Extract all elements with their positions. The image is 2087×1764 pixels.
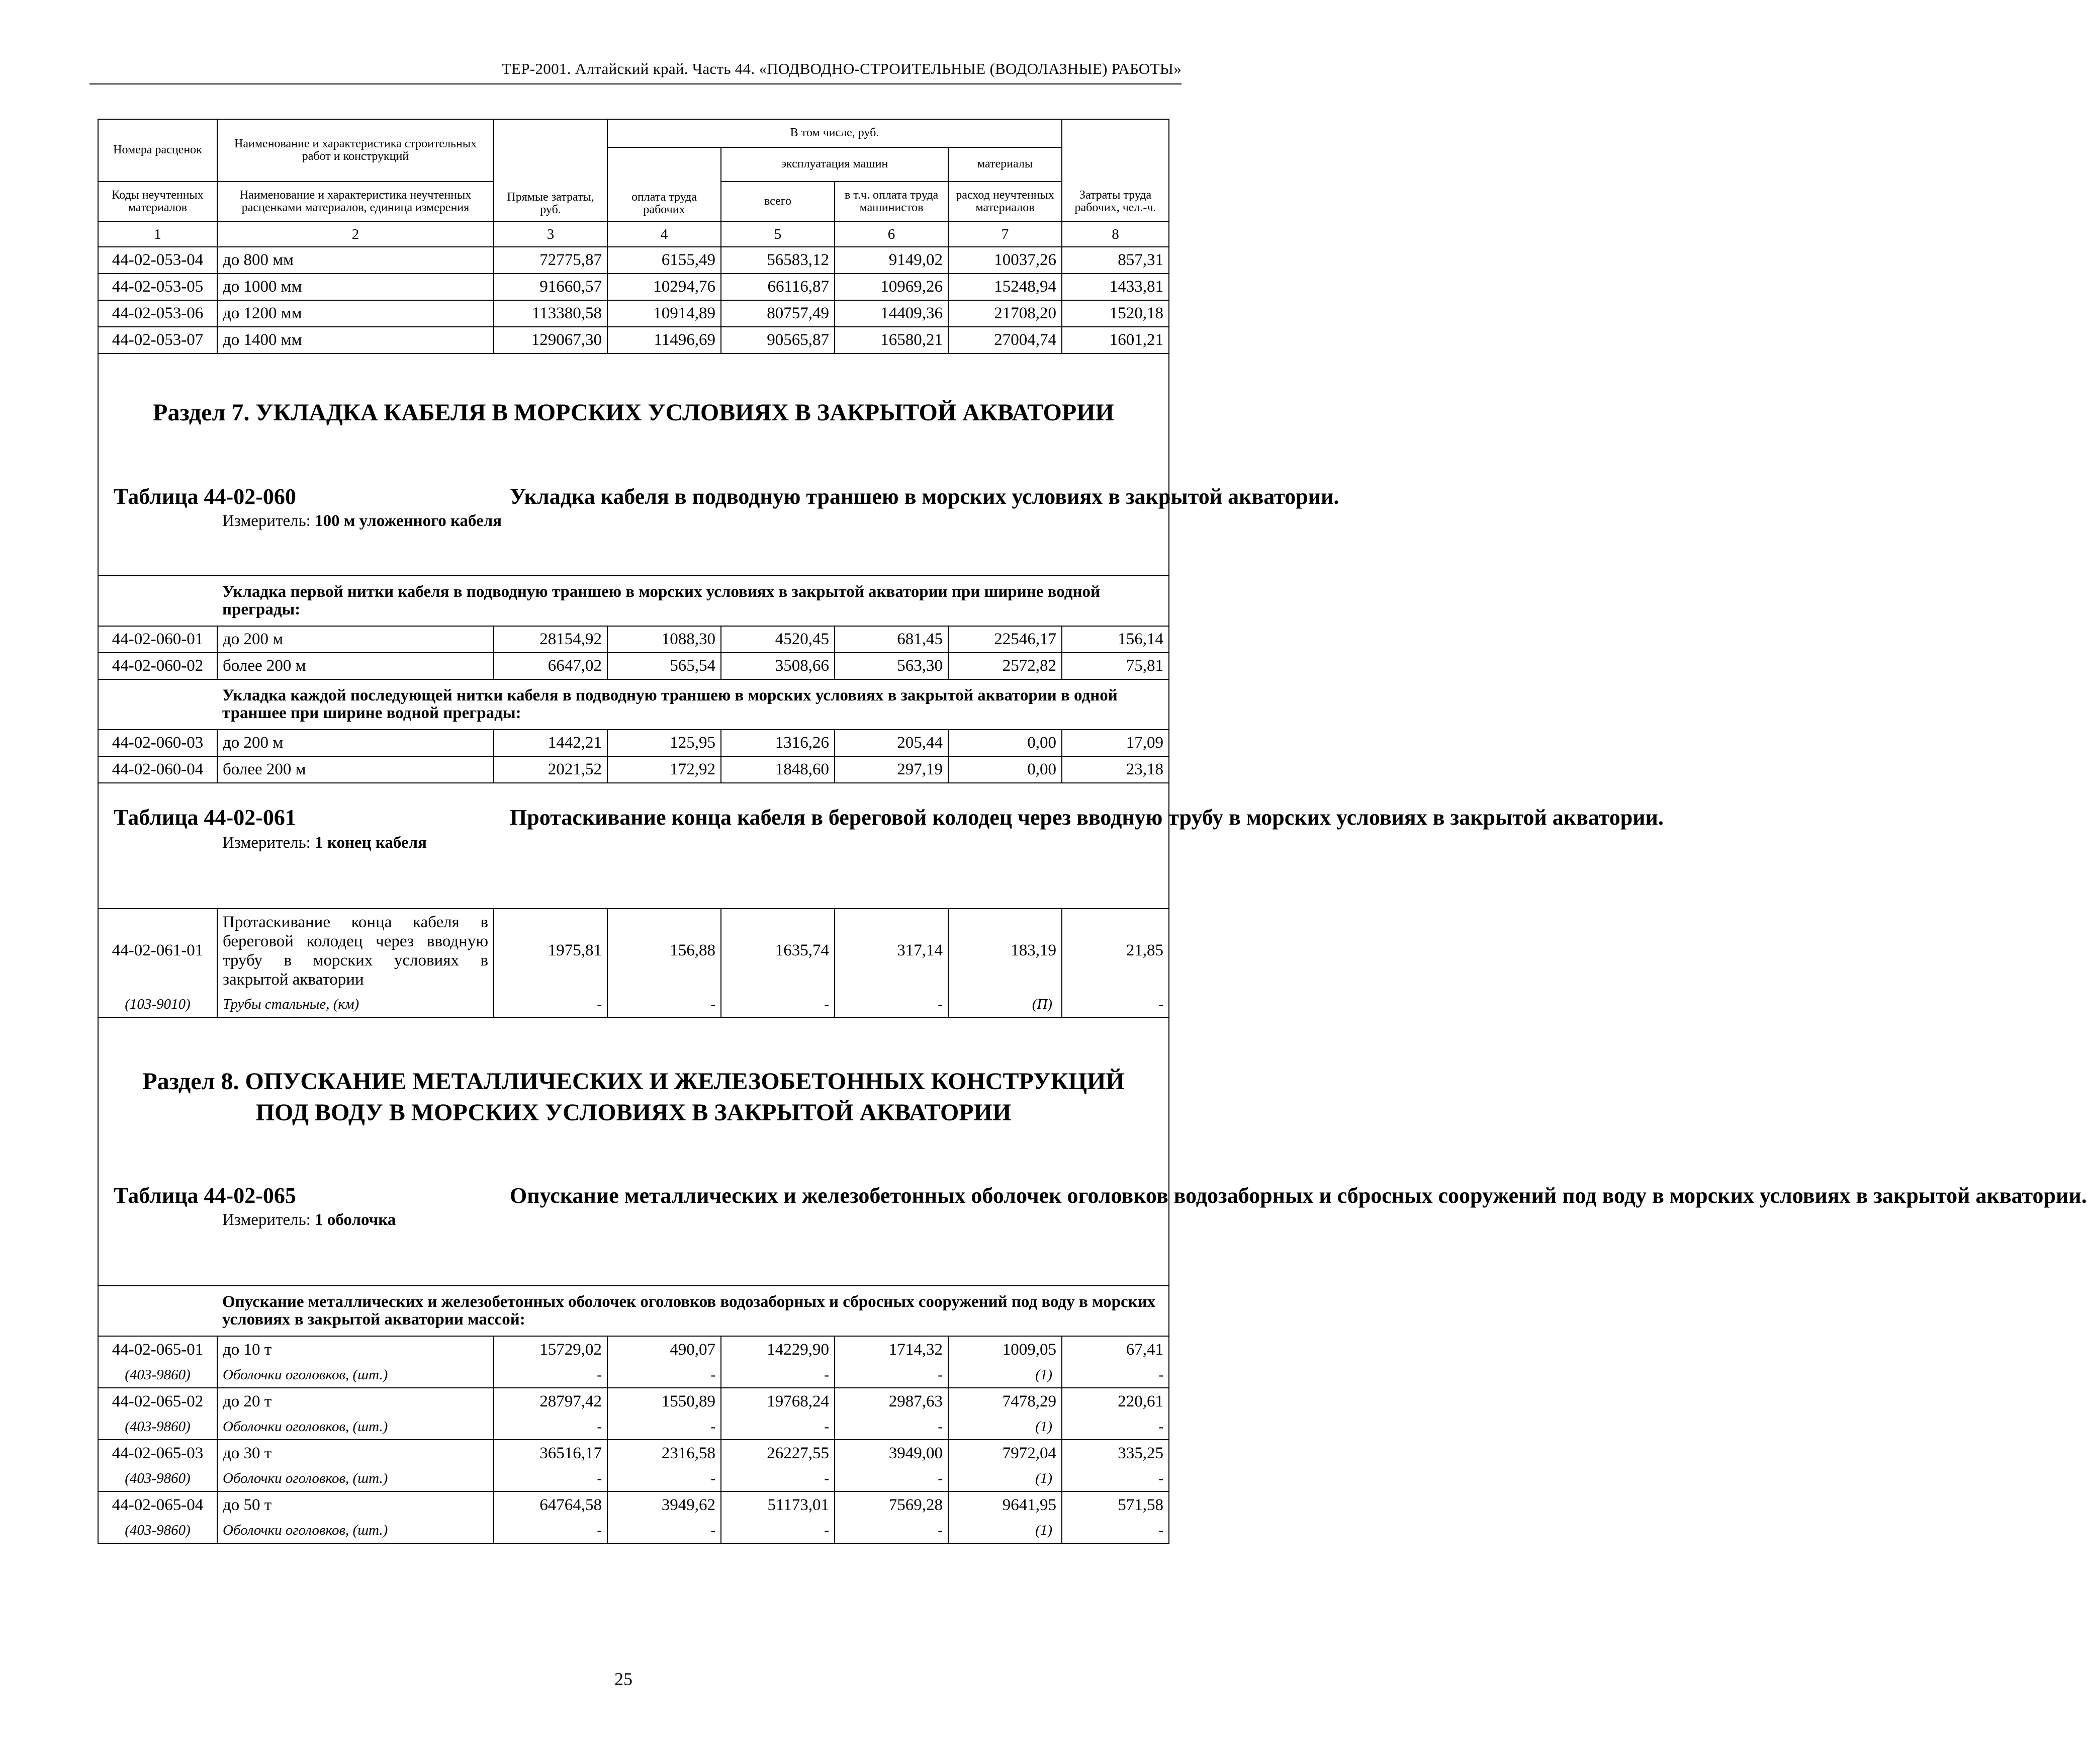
group-heading: Опускание металлических и железобетонных оболочек оголовков водозаборных и сбросных сооружений под воду в морских условиях в закрытой акватории массой: — [217, 1286, 1169, 1336]
work-name: до 1200 мм — [217, 300, 494, 327]
measure-label: Измеритель: — [222, 834, 311, 852]
work-name: до 10 т — [217, 1336, 494, 1363]
rate-code: 44-02-053-07 — [98, 327, 217, 354]
table-row — [98, 1388, 1169, 1415]
material-value: - — [607, 1466, 721, 1491]
section-8-block — [98, 1017, 1169, 1286]
materials-cost: 7972,04 — [948, 1440, 1062, 1466]
material-value: - — [494, 1466, 607, 1491]
materials-cost: 2572,82 — [948, 653, 1062, 679]
material-consumption: (1) — [948, 1466, 1062, 1491]
rate-code: 44-02-060-04 — [98, 756, 217, 783]
section-8-title-line-2: ПОД ВОДУ В МОРСКИХ УСЛОВИЯХ В ЗАКРЫТОЙ АКВАТОРИИ — [255, 1099, 1012, 1126]
work-name: до 20 т — [217, 1388, 494, 1415]
rate-code: 44-02-053-04 — [98, 247, 217, 274]
machines-label: эксплуатация машин — [721, 147, 948, 182]
material-value: - — [721, 1363, 835, 1388]
operators-pay: 10969,26 — [835, 274, 948, 300]
table-061-measure — [99, 832, 1168, 854]
measure-value: 1 оболочка — [315, 1211, 396, 1229]
labor-cost: 10294,76 — [607, 274, 721, 300]
page-number: 25 — [614, 1669, 632, 1689]
table-061-block — [98, 783, 1169, 909]
labor-cost: 172,92 — [607, 756, 721, 783]
group-row — [98, 679, 1169, 730]
col1-top-label: Номера расценок — [98, 119, 217, 182]
material-code: (403-9860) — [98, 1363, 217, 1388]
direct-cost: 91660,57 — [494, 274, 607, 300]
machines-total: 66116,87 — [721, 274, 835, 300]
group-row — [98, 1286, 1169, 1336]
material-value: - — [1062, 1415, 1169, 1440]
section-7-block — [98, 354, 1169, 576]
direct-cost: 129067,30 — [494, 327, 607, 354]
work-name: Протаскивание конца кабеля в береговой колодец через вводную трубу в морских условиях в закрытой акватории — [217, 909, 494, 992]
material-name: Оболочки оголовков, (шт.) — [217, 1518, 494, 1543]
labor-cost: 2316,58 — [607, 1440, 721, 1466]
col-number: 8 — [1062, 222, 1169, 247]
material-value: - — [1062, 1518, 1169, 1543]
section-8-title-line-1: Раздел 8. ОПУСКАНИЕ МЕТАЛЛИЧЕСКИХ И ЖЕЛЕЗОБЕТОННЫХ КОНСТРУКЦИЙ — [142, 1068, 1125, 1095]
material-value: - — [1062, 1363, 1169, 1388]
rate-code: 44-02-060-01 — [98, 626, 217, 653]
material-value: - — [721, 1518, 835, 1543]
table-row — [98, 626, 1169, 653]
rate-code: 44-02-065-03 — [98, 1440, 217, 1466]
group-heading: Укладка первой нитки кабеля в подводную траншею в морских условиях в закрытой акватории при ширине водной преграды: — [217, 576, 1169, 626]
operators-pay: 297,19 — [835, 756, 948, 783]
rate-code: 44-02-061-01 — [98, 909, 217, 992]
rate-code: 44-02-065-01 — [98, 1336, 217, 1363]
labor-cost: 1550,89 — [607, 1388, 721, 1415]
col-number: 5 — [721, 222, 835, 247]
col-number: 4 — [607, 222, 721, 247]
work-name: до 200 м — [217, 626, 494, 653]
measure-value: 1 конец кабеля — [315, 834, 427, 852]
col4-label: оплата труда рабочих — [607, 147, 721, 222]
table-065-measure — [99, 1209, 1168, 1231]
col8-label: Затраты труда рабочих, чел.-ч. — [1062, 119, 1169, 222]
materials-cost: 7478,29 — [948, 1388, 1062, 1415]
table-row — [98, 909, 1169, 992]
measure-label: Измеритель: — [222, 512, 311, 530]
labor-cost: 125,95 — [607, 730, 721, 756]
labor-hours: 857,31 — [1062, 247, 1169, 274]
rate-code: 44-02-053-06 — [98, 300, 217, 327]
table-row — [98, 1336, 1169, 1363]
labor-cost: 3949,62 — [607, 1491, 721, 1518]
running-header: ТЕР-2001. Алтайский край. Часть 44. «ПОДВОДНО-СТРОИТЕЛЬНЫЕ (ВОДОЛАЗНЫЕ) РАБОТЫ» — [89, 54, 1182, 84]
labor-hours: 571,58 — [1062, 1491, 1169, 1518]
rate-code: 44-02-053-05 — [98, 274, 217, 300]
machines-total: 1848,60 — [721, 756, 835, 783]
labor-cost: 565,54 — [607, 653, 721, 679]
labor-hours: 1520,18 — [1062, 300, 1169, 327]
operators-pay: 2987,63 — [835, 1388, 948, 1415]
col7-label: расход неучтенных материалов — [948, 182, 1062, 222]
column-numbers-row — [98, 222, 1169, 247]
material-value: - — [607, 1363, 721, 1388]
direct-cost: 1442,21 — [494, 730, 607, 756]
direct-cost: 64764,58 — [494, 1491, 607, 1518]
table-row — [98, 1491, 1169, 1518]
material-value: - — [835, 1466, 948, 1491]
material-value: - — [494, 1415, 607, 1440]
material-row — [98, 992, 1169, 1017]
labor-hours: 220,61 — [1062, 1388, 1169, 1415]
material-value: - — [1062, 992, 1169, 1017]
rate-code: 44-02-065-02 — [98, 1388, 217, 1415]
material-value: - — [835, 992, 948, 1017]
labor-cost: 1088,30 — [607, 626, 721, 653]
material-code: (403-9860) — [98, 1466, 217, 1491]
labor-hours: 75,81 — [1062, 653, 1169, 679]
table-061-description: Протаскивание конца кабеля в береговой колодец через вводную трубу в морских условиях в закрытой акватории. — [510, 805, 1664, 830]
work-name: до 1400 мм — [217, 327, 494, 354]
direct-cost: 28154,92 — [494, 626, 607, 653]
rate-code: 44-02-060-03 — [98, 730, 217, 756]
table-row — [98, 247, 1169, 274]
machines-total: 4520,45 — [721, 626, 835, 653]
rate-code: 44-02-065-04 — [98, 1491, 217, 1518]
table-row — [98, 300, 1169, 327]
col2-bottom-label: Наименование и характеристика неучтенных расценками материалов, единица измерения — [217, 182, 494, 222]
material-value: - — [835, 1415, 948, 1440]
table-060-description: Укладка кабеля в подводную траншею в морских условиях в закрытой акватории. — [510, 484, 1339, 509]
operators-pay: 7569,28 — [835, 1491, 948, 1518]
material-row — [98, 1518, 1169, 1543]
machines-total: 90565,87 — [721, 327, 835, 354]
work-name: до 1000 мм — [217, 274, 494, 300]
operators-pay: 3949,00 — [835, 1440, 948, 1466]
col2-top-label: Наименование и характеристика строительных работ и конструкций — [217, 119, 494, 182]
machines-total: 51173,01 — [721, 1491, 835, 1518]
table-row — [98, 1440, 1169, 1466]
material-value: - — [607, 1518, 721, 1543]
material-value: - — [1062, 1466, 1169, 1491]
col1-bottom-label: Коды неучтенных материалов — [98, 182, 217, 222]
material-value: - — [835, 1518, 948, 1543]
direct-cost: 2021,52 — [494, 756, 607, 783]
labor-hours: 156,14 — [1062, 626, 1169, 653]
material-code: (103-9010) — [98, 992, 217, 1017]
direct-cost: 15729,02 — [494, 1336, 607, 1363]
machines-total: 1316,26 — [721, 730, 835, 756]
col-number: 2 — [217, 222, 494, 247]
col5-label: всего — [721, 182, 835, 222]
header-row-1 — [98, 119, 1169, 147]
group-heading: Укладка каждой последующей нитки кабеля в подводную траншею в морских условиях в закрытой акватории в одной траншее при ширине водной преграды: — [217, 679, 1169, 730]
labor-hours: 67,41 — [1062, 1336, 1169, 1363]
material-row — [98, 1363, 1169, 1388]
labor-hours: 23,18 — [1062, 756, 1169, 783]
labor-hours: 1433,81 — [1062, 274, 1169, 300]
col3-label: Прямые затраты, руб. — [494, 119, 607, 222]
materials-cost: 10037,26 — [948, 247, 1062, 274]
material-value: - — [721, 1466, 835, 1491]
labor-hours: 21,85 — [1062, 909, 1169, 992]
material-value: - — [607, 992, 721, 1017]
material-name: Оболочки оголовков, (шт.) — [217, 1415, 494, 1440]
materials-cost: 9641,95 — [948, 1491, 1062, 1518]
table-row — [98, 653, 1169, 679]
labor-hours: 335,25 — [1062, 1440, 1169, 1466]
material-value: - — [721, 992, 835, 1017]
work-name: до 50 т — [217, 1491, 494, 1518]
machines-total: 14229,90 — [721, 1336, 835, 1363]
labor-cost: 156,88 — [607, 909, 721, 992]
operators-pay: 317,14 — [835, 909, 948, 992]
table-061-number: Таблица 44-02-061 — [114, 805, 296, 830]
table-060-number: Таблица 44-02-060 — [114, 484, 296, 509]
materials-cost: 22546,17 — [948, 626, 1062, 653]
rate-code: 44-02-060-02 — [98, 653, 217, 679]
materials-cost: 0,00 — [948, 730, 1062, 756]
col-number: 1 — [98, 222, 217, 247]
table-065-number: Таблица 44-02-065 — [114, 1183, 296, 1208]
work-name: до 800 мм — [217, 247, 494, 274]
material-value: - — [721, 1415, 835, 1440]
materials-cost: 183,19 — [948, 909, 1062, 992]
direct-cost: 36516,17 — [494, 1440, 607, 1466]
direct-cost: 28797,42 — [494, 1388, 607, 1415]
material-name: Трубы стальные, (км) — [217, 992, 494, 1017]
material-value: - — [607, 1415, 721, 1440]
material-consumption: (1) — [948, 1363, 1062, 1388]
direct-cost: 113380,58 — [494, 300, 607, 327]
measure-label: Измеритель: — [222, 1211, 311, 1229]
labor-cost: 11496,69 — [607, 327, 721, 354]
table-row — [98, 327, 1169, 354]
labor-cost: 490,07 — [607, 1336, 721, 1363]
material-code: (403-9860) — [98, 1518, 217, 1543]
measure-value: 100 м уложенного кабеля — [315, 512, 502, 530]
operators-pay: 681,45 — [835, 626, 948, 653]
machines-total: 80757,49 — [721, 300, 835, 327]
materials-label: материалы — [948, 147, 1062, 182]
operators-pay: 563,30 — [835, 653, 948, 679]
materials-cost: 0,00 — [948, 756, 1062, 783]
machines-total: 3508,66 — [721, 653, 835, 679]
section-7-title: Раздел 7. УКЛАДКА КАБЕЛЯ В МОРСКИХ УСЛОВИЯХ В ЗАКРЫТОЙ АКВАТОРИИ — [153, 399, 1114, 426]
material-row — [98, 1466, 1169, 1491]
material-consumption: (П) — [948, 992, 1062, 1017]
labor-cost: 6155,49 — [607, 247, 721, 274]
table-065-description: Опускание металлических и железобетонных оболочек оголовков водозаборных и сбросных сооружений под воду в морских условиях в закрытой акватории. — [510, 1183, 2087, 1208]
operators-pay: 1714,32 — [835, 1336, 948, 1363]
machines-total: 26227,55 — [721, 1440, 835, 1466]
labor-hours: 1601,21 — [1062, 327, 1169, 354]
table-row — [98, 274, 1169, 300]
operators-pay: 9149,02 — [835, 247, 948, 274]
materials-cost: 1009,05 — [948, 1336, 1062, 1363]
table-060-measure — [99, 510, 1168, 532]
col-number: 7 — [948, 222, 1062, 247]
table-row — [98, 756, 1169, 783]
labor-cost: 10914,89 — [607, 300, 721, 327]
materials-cost: 21708,20 — [948, 300, 1062, 327]
operators-pay: 14409,36 — [835, 300, 948, 327]
operators-pay: 205,44 — [835, 730, 948, 756]
machines-total: 1635,74 — [721, 909, 835, 992]
group-row — [98, 576, 1169, 626]
col6-label: в т.ч. оплата труда машинистов — [835, 182, 948, 222]
material-value: - — [494, 992, 607, 1017]
direct-cost: 1975,81 — [494, 909, 607, 992]
material-name: Оболочки оголовков, (шт.) — [217, 1466, 494, 1491]
labor-hours: 17,09 — [1062, 730, 1169, 756]
direct-cost: 6647,02 — [494, 653, 607, 679]
table-row — [98, 730, 1169, 756]
material-value: - — [494, 1363, 607, 1388]
material-name: Оболочки оголовков, (шт.) — [217, 1363, 494, 1388]
work-name: до 30 т — [217, 1440, 494, 1466]
materials-cost: 27004,74 — [948, 327, 1062, 354]
work-name: более 200 м — [217, 653, 494, 679]
material-code: (403-9860) — [98, 1415, 217, 1440]
col-number: 3 — [494, 222, 607, 247]
material-consumption: (1) — [948, 1518, 1062, 1543]
operators-pay: 16580,21 — [835, 327, 948, 354]
machines-total: 19768,24 — [721, 1388, 835, 1415]
work-name: до 200 м — [217, 730, 494, 756]
material-value: - — [835, 1363, 948, 1388]
materials-cost: 15248,94 — [948, 274, 1062, 300]
machines-total: 56583,12 — [721, 247, 835, 274]
price-table — [98, 119, 2087, 1544]
direct-cost: 72775,87 — [494, 247, 607, 274]
material-consumption: (1) — [948, 1415, 1062, 1440]
incl-label: В том числе, руб. — [607, 119, 1062, 147]
col-number: 6 — [835, 222, 948, 247]
material-value: - — [494, 1518, 607, 1543]
material-row — [98, 1415, 1169, 1440]
work-name: более 200 м — [217, 756, 494, 783]
